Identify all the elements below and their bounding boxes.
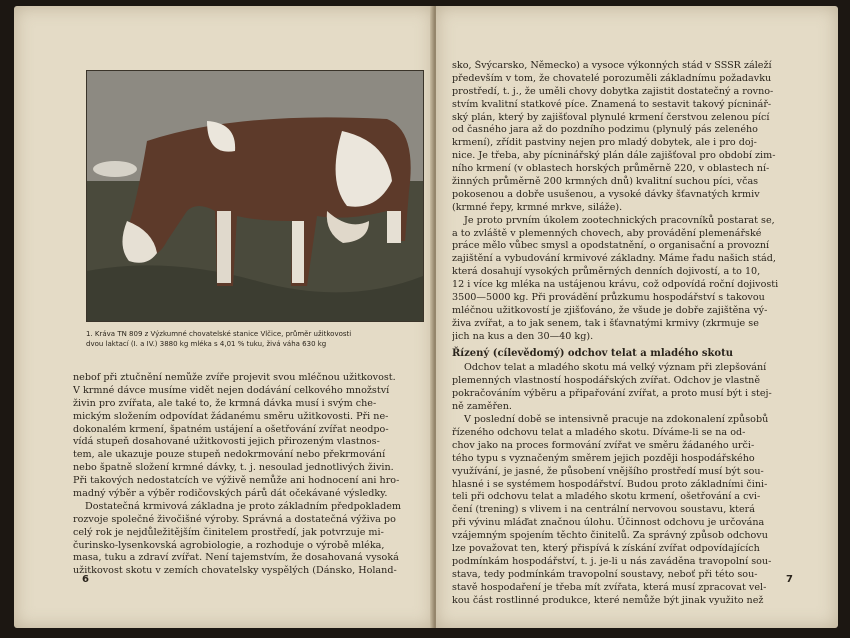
text-line: především v tom, že chovatelé porozuměli základnímu požadavku [452,72,772,84]
text-line: Při takových nedostatcích ve výživě nemůže ani hodnocení ani hro- [73,475,400,487]
text-line: krmení), zřídit pastviny nejen pro mladý dobytek, ale i pro doj- [452,137,757,149]
text-line: tého typu s vyznačeným směrem jejich později hospodářského [452,452,755,464]
caption-line: dvou laktací (I. a IV.) 3880 kg mléka s 4,01 % tuku, živá váha 630 kg [86,340,327,348]
text-line: dokonalém krmení, špatném ustájení a ošetřování zvířat neodpo- [73,423,389,435]
left-body-text [73,372,427,578]
text-line: sko, Švýcarsko, Německo) a vysoce výkonných stád v SSSR záleží [452,60,772,71]
text-line: ně zaměřen. [452,401,512,413]
text-line: od časného jara až do pozdního podzimu (plynulý pás zeleného [452,124,758,136]
text-line: řízeného odchovu telat a mladého skotu. Díváme-li se na od- [452,426,746,438]
text-line: žinných průměrně 200 krmných dnů) kvalitní suchou píci, včas [452,176,759,188]
text-line: V krmné dávce musíme vidět nejen dodávání celkového množství [73,384,390,396]
text-line: jich na kus a den 30—40 kg). [452,330,594,342]
text-line: Dostatečná krmivová základna je proto základním předpokladem [85,500,402,512]
text-line: stavě hospodaření je třeba mít zvířata, která musí zpracovat vel- [452,581,767,593]
text-line: která dosahují vysokých průměrných denních dojivostí, a to 10, [452,266,761,278]
text-line: kou část rostlinné produkce, které nemůže být jinak využito než [452,594,764,606]
text-line: hlasné i se systémem hospodářství. Budou proto základními čini- [452,478,768,490]
text-line: mickým složením odpovídat žádanému směru užitkovosti. Při ne- [73,410,389,422]
text-line: chov jako na proces formování zvířat ve směru žádaného urči- [452,439,755,451]
page-number: 6 [82,574,89,585]
text-line: mléčnou užitkovostí je zjišťováno, že všude je dobře zajištěna vý- [452,304,768,316]
text-line: živin pro zvířata, ale také to, že krmná dávka musí i svým che- [73,397,377,409]
text-line: celý rok je nejdůležitějším činitelem prostředí, jak potvrzuje mi- [73,526,384,538]
text-line: využívání, je jasné, že působení vnějšího prostředí musí být sou- [452,465,764,477]
section-heading: Řízený (cílevědomý) odchov telat a mladého skotu [452,347,733,359]
text-line: Odchov telat a mladého skotu má velký význam při zlepšování [464,362,767,374]
text-line: podmínkám hospodářství, t. j. je-li u nás zaváděna travopolní sou- [452,555,772,567]
text-line: čurinsko-lysenkovská agrobiologie, a rozhoduje o výrobě mléka, [73,539,385,551]
text-line: rozvoje společné živočišné výroby. Správná a dostatečná výživa po [73,513,396,525]
cow-illustration [87,71,423,321]
text-line: 3500—5000 kg. Při provádění průzkumu hospodářství s takovou [452,292,765,304]
text-line: (krmné řepy, krmné mrkve, siláže). [452,201,623,213]
text-line: pokosenou a dobře usušenou, a vysoké dávky šťavnatých krmiv [452,188,760,200]
text-line: pokračováním výběru a připařování zvířat, a proto musí být i stej- [452,388,772,400]
text-line: masa, tuku a zdraví zvířat. Není tajemstvím, že dosahovaná vysoká [73,552,399,564]
text-line: ního krmení (v oblastech horských průměrně 220, v oblastech ní- [452,163,770,175]
right-page [436,6,838,628]
text-line: užitkovost skotu v zemích chovatelsky vyspělých (Dánsko, Holand- [73,565,397,577]
left-page [14,6,434,628]
page-number: 7 [786,574,793,585]
text-line: V poslední době se intensivně pracuje na zdokonalení způsobů [464,414,769,426]
text-line: tem, ale ukazuje pouze stupeň nedokrmování nebo překrmování [73,449,386,461]
text-line: živa zvířat, a to jak senem, tak i šťavnatými krmivy (zkrmuje se [452,317,759,329]
text-line: ský plán, který by zajišťoval plynulé krmení čerstvou zelenou pící [452,111,770,123]
text-line: plemenných vlastností hospodářských zvířat. Odchov je vlastně [452,375,761,387]
text-line: madný výběr a výběr rodičovských párů dát očekávané výsledky. [73,488,388,500]
text-line: práce mělo vůbec smysl a opodstatnění, o organisační a provozní [452,240,770,252]
figure-caption [86,329,426,349]
text-line: a to zvláště v plemenných chovech, aby provádění plemenářské [452,227,762,239]
text-line: nice. Je třeba, aby pícninářský plán dále zajišťoval pro období zim- [452,150,776,162]
text-line: Je proto prvním úkolem zootechnických pracovníků postarat se, [464,214,775,226]
text-line: lze považovat ten, který přispívá k získání zvířat odpovídajících [452,542,760,554]
right-body-text [452,60,827,607]
cow-photo [86,70,424,322]
caption-line: 1. Kráva TN 809 z Výzkumné chovatelské stanice Vlčice, průměr užitkovosti [86,330,352,338]
text-line: teli při odchovu telat a mladého skotu krmení, ošetřování a cvi- [452,491,761,503]
text-line: 12 i více kg mléka na ustájenou krávu, což odpovídá roční dojivosti [452,279,779,291]
text-line: nebof při ztučnění nemůže zvíře projevit svou mléčnou užitkovost. [73,372,396,383]
text-line: nebo špatně složení krmné dávky, t. j. nesoulad jednotlivých živin. [73,462,394,474]
text-line: zajištění a vybudování krmivové základny. Máme řadu našich stád, [452,253,776,265]
text-line: prostředí, t. j., že uměli chovy dobytka zajistit dostatečný a rovno- [452,85,774,97]
text-line: stvím kvalitní statkové píce. Znamená to sestavit takový pícninář- [452,98,772,110]
text-line: čení (trening) s vlivem i na centrální nervovou soustavu, která [452,504,755,516]
text-line: stava, tedy podmínkám travopolní soustavy, neboť při této sou- [452,568,758,580]
text-line: vídá stupeň dosahované užitkovosti jejich přirozeným vlastnos- [73,436,380,448]
text-line: vzájemným spojením těchto činitelů. Za správný způsob odchovu [452,530,768,542]
text-line: při vývinu mláďat značnou úlohu. Účinnost odchovu je určována [452,517,765,529]
